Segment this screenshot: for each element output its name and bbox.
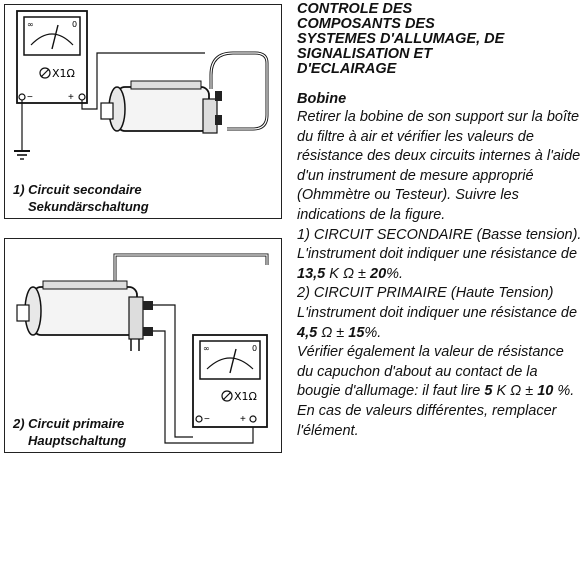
- primary-value: 4,5: [297, 324, 318, 341]
- cap-tolerance: 10: [537, 383, 554, 400]
- svg-text:0: 0: [252, 344, 258, 353]
- title-line-4: SIGNALISATION ET: [297, 46, 433, 62]
- secondary-end: %.: [386, 265, 404, 282]
- secondary-value: 13,5: [297, 265, 326, 282]
- ignition-coil-icon: [17, 281, 153, 351]
- intro-paragraph: Retirer la bobine de son support sur la boîte du filtre à air et vérifier les valeurs de résistance des deux circuits internes à l'aide d'un instrument de mesure approprié (Ohmmètre ou Testeur). Suivre les indications de la figure.: [297, 109, 581, 223]
- positive-terminal-label: +: [68, 92, 74, 103]
- secondary-pre: L'instrument doit indiquer une résistance de: [297, 246, 578, 263]
- negative-terminal-label: −: [27, 92, 33, 103]
- figure-primary-circuit: [4, 238, 282, 453]
- figure-secondary-circuit: [4, 4, 282, 219]
- caption-line-2: Hauptschaltung: [28, 433, 127, 448]
- primary-end: %.: [364, 324, 382, 341]
- svg-text:∞: ∞: [203, 344, 210, 353]
- figure-caption: [13, 415, 126, 449]
- meter-range-label: X1Ω: [52, 67, 75, 80]
- title-line-2: COMPOSANTS DES: [297, 16, 435, 32]
- figure-caption: [13, 181, 149, 215]
- svg-text:0: 0: [72, 20, 78, 29]
- caption-line-1: 2) Circuit primaire: [13, 416, 125, 431]
- secondary-heading: 1) CIRCUIT SECONDAIRE (Basse tension).: [297, 226, 582, 243]
- subheading: Bobine: [297, 91, 347, 107]
- title-line-1: CONTROLE DES: [297, 1, 413, 17]
- secondary-unit: K Ω ±: [325, 265, 371, 282]
- primary-pre: L'instrument doit indiquer une résistance de: [297, 304, 578, 321]
- title-line-3: SYSTEMES D'ALLUMAGE, DE: [297, 31, 505, 47]
- ohmmeter-icon: [17, 11, 87, 103]
- secondary-spec: [297, 245, 582, 284]
- ground-icon: [14, 100, 30, 159]
- cap-spec: [297, 343, 582, 402]
- primary-spec: [297, 304, 582, 343]
- cap-end: %.: [553, 383, 575, 400]
- closing-paragraph: En cas de valeurs différentes, remplacer l'élément.: [297, 402, 557, 439]
- caption-line-1: 1) Circuit secondaire: [13, 182, 142, 197]
- positive-terminal-label: +: [240, 414, 246, 425]
- primary-tolerance: 15: [348, 324, 365, 341]
- negative-terminal-label: −: [204, 414, 210, 425]
- text-column: [297, 2, 582, 441]
- cap-value: 5: [484, 383, 493, 400]
- primary-unit: Ω ±: [317, 324, 349, 341]
- section-title: [297, 2, 582, 77]
- secondary-tolerance: 20: [370, 265, 387, 282]
- primary-heading: 2) CIRCUIT PRIMAIRE (Haute Tension): [297, 285, 554, 302]
- cap-pre: Vérifier également la valeur de résistance du capuchon d'about au contact de la bougie d'allumage: il faut lire: [297, 344, 564, 400]
- ignition-coil-icon: [101, 81, 222, 133]
- title-line-5: D'ECLAIRAGE: [297, 61, 397, 77]
- svg-text:∞: ∞: [27, 20, 34, 29]
- caption-line-2: Sekundärschaltung: [28, 199, 149, 214]
- cap-unit: K Ω ±: [492, 383, 538, 400]
- meter-range-label: X1Ω: [234, 390, 257, 403]
- body-text: [297, 108, 582, 441]
